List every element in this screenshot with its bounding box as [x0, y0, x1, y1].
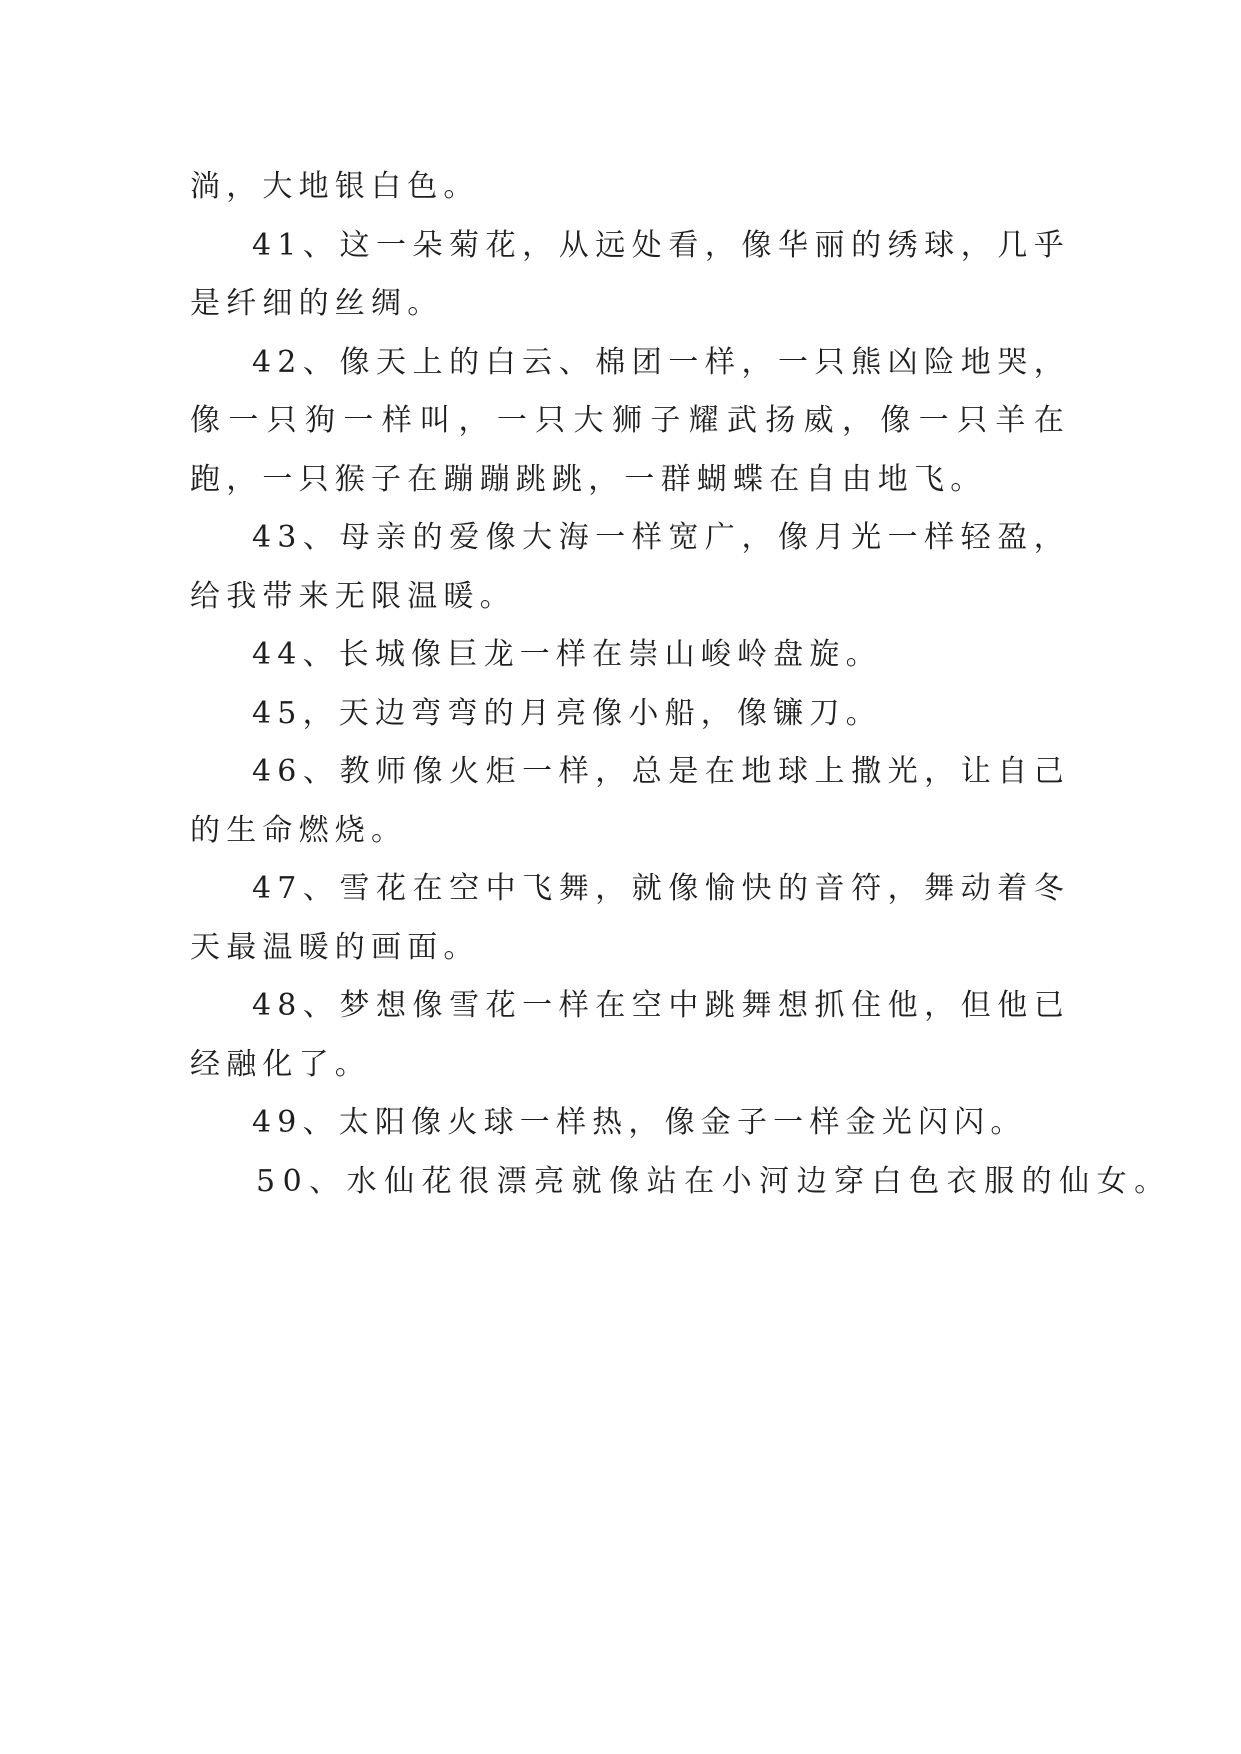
paragraph-48: 48、梦想像雪花一样在空中跳舞想抓住他，但他已经融化了。 — [190, 988, 1070, 1082]
paragraph-50: 50、水仙花很漂亮就像站在小河边穿白色衣服的仙女。 — [256, 1163, 1172, 1199]
paragraph-49: 49、太阳像火球一样热，像金子一样金光闪闪。 — [252, 1105, 1027, 1140]
document-body — [190, 158, 1172, 1211]
paragraph-43: 43、母亲的爱像大海一样宽广，像月光一样轻盈，给我带来无限温暖。 — [190, 520, 1070, 614]
paragraph-continuation: 淌，大地银白色。 — [190, 169, 480, 204]
paragraph-44: 44、长城像巨龙一样在崇山峻岭盘旋。 — [252, 637, 882, 672]
paragraph-41: 41、这一朵菊花，从远处看，像华丽的绣球，几乎是纤细的丝绸。 — [190, 227, 1070, 321]
paragraph-42: 42、像天上的白云、棉团一样，一只熊凶险地哭，像一只狗一样叫，一只大狮子耀武扬威，像一只羊在跑，一只猴子在蹦蹦跳跳，一群蝴蝶在自由地飞。 — [190, 344, 1070, 497]
paragraph-45: 45，天边弯弯的月亮像小船，像镰刀。 — [252, 695, 882, 731]
paragraph-47: 47、雪花在空中飞舞，就像愉快的音符，舞动着冬天最温暖的画面。 — [190, 871, 1070, 965]
paragraph-46: 46、教师像火炬一样，总是在地球上撒光，让自己的生命燃烧。 — [190, 754, 1070, 848]
